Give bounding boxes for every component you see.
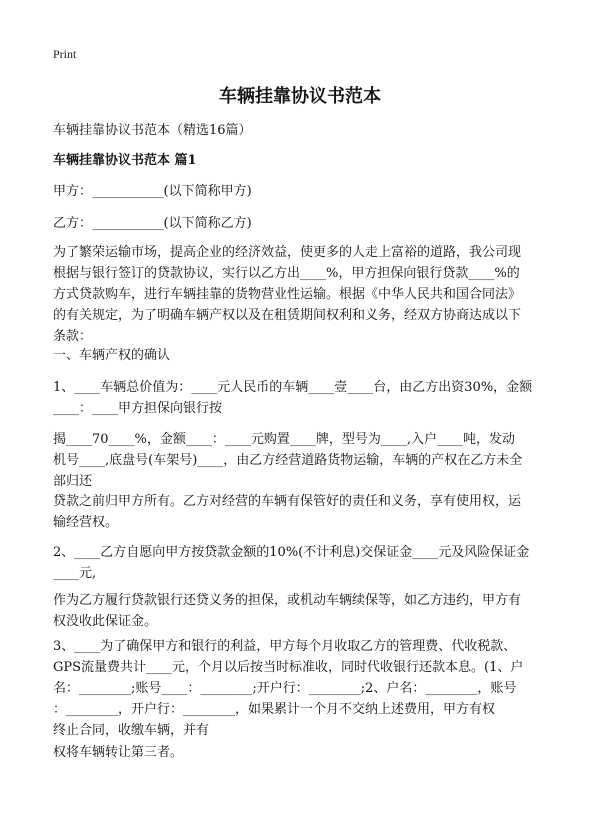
- text-line: 终止合同，收缴车辆，并有: [53, 723, 210, 738]
- clause-3-continued: 权将车辆转让第三者。: [53, 745, 184, 760]
- intro-paragraph: [53, 242, 548, 347]
- text-line: 1、____车辆总价值为：____元人民币的车辆____壹____台，由乙方出资30%，金额: [53, 380, 533, 395]
- text-line: 揭____70____%，金额____：____元购置____牌，型号为____,入户____吨，发动: [53, 432, 516, 447]
- clause-2-continued: [53, 590, 548, 632]
- text-line: 为了繁荣运输市场，提高企业的经济效益，使更多的人走上富裕的道路，我公司现: [53, 245, 522, 260]
- clause-1-continued: [53, 429, 548, 492]
- text-line: 3、____为了确保甲方和银行的利益，甲方每个月收取乙方的管理费、代收税款、: [53, 639, 517, 654]
- clause-2: [53, 542, 548, 584]
- clause-3: [53, 636, 548, 741]
- text-line: ：________，开户行：________，如果累计一个月不交纳上述费用，甲方有权: [53, 702, 496, 717]
- text-line: 部归还: [53, 474, 93, 489]
- text-line: 方式贷款购车，进行车辆挂靠的货物营业性运输。根据《中华人民共和国合同法》: [53, 287, 522, 302]
- text-line: 名：________;账号____：________;开户行：________;2、户名：________，账号: [53, 681, 517, 696]
- clause-1-ownership: [53, 491, 548, 533]
- party-a-line: 甲方：___________(以下简称甲方): [53, 184, 252, 199]
- party-b-line: 乙方：___________(以下简称乙方): [53, 216, 252, 231]
- text-line: 的有关规定，为了明确车辆产权以及在租赁期间权利和义务，经双方协商达成以下: [53, 308, 522, 323]
- print-link[interactable]: Print: [53, 47, 77, 61]
- document-title: 车辆挂靠协议书范本: [219, 86, 381, 107]
- text-line: 条款：: [53, 329, 93, 344]
- section-heading: 车辆挂靠协议书范本 篇1: [53, 153, 197, 168]
- text-line: ____：____甲方担保向银行按: [53, 401, 223, 416]
- clause-1: [53, 377, 548, 419]
- text-line: 作为乙方履行贷款银行还贷义务的担保，或机动车辆续保等，如乙方违约，甲方有: [53, 593, 522, 608]
- text-line: 输经营权。: [53, 515, 119, 530]
- text-line: ____元,: [53, 566, 97, 581]
- text-line: GPS流量费共计____元，个月以后按当时标准收，同时代收银行还款本息。(1、户: [53, 660, 524, 675]
- text-line: 贷款之前归甲方所有。乙方对经营的车辆有保管好的责任和义务，享有使用权，运: [53, 494, 522, 509]
- text-line: 根据与银行签订的贷款协议，实行以乙方出____%，甲方担保向银行贷款____%的: [53, 266, 520, 281]
- article-heading: 一、车辆产权的确认: [53, 348, 171, 363]
- text-line: 权没收此保证金。: [53, 614, 158, 629]
- text-line: 2、____乙方自愿向甲方按贷款金额的10%(不计利息)交保证金____元及风险保证金: [53, 545, 530, 560]
- text-line: 机号____,底盘号(车架号)____，由乙方经营道路货物运输，车辆的产权在乙方未全: [53, 453, 523, 468]
- document-subtitle: 车辆挂靠协议书范本（精选16篇）: [53, 123, 252, 138]
